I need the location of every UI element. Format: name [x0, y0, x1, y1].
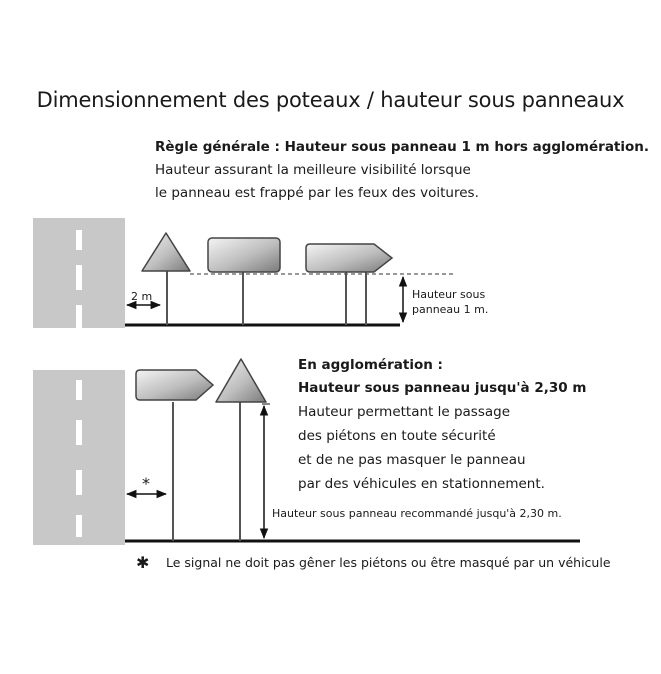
agglo-line-4: par des véhicules en stationnement.: [298, 476, 545, 492]
agglo-heading-2: Hauteur sous panneau jusqu'à 2,30 m: [298, 380, 587, 396]
page-title: Dimensionnement des poteaux / hauteur sous panneaux: [36, 88, 625, 112]
general-rule-line-2: le panneau est frappé par les feux des voitures.: [155, 185, 479, 201]
general-rule-heading: Règle générale : Hauteur sous panneau 1 m hors agglomération.: [155, 139, 650, 155]
top-road: [33, 218, 125, 328]
bottom-warning-triangle-sign-icon: [216, 359, 266, 402]
top-offset-label: 2 m: [131, 290, 153, 303]
agglo-line-2: des piétons en toute sécurité: [298, 428, 496, 444]
footnote-text: Le signal ne doit pas gêner les piétons ou être masqué par un véhicule: [166, 555, 611, 570]
bottom-road: [33, 370, 125, 545]
bottom-height-label: Hauteur sous panneau recommandé jusqu'à 2,30 m.: [272, 507, 562, 520]
rectangular-sign-icon: [208, 238, 280, 272]
warning-triangle-sign-icon: [142, 233, 190, 271]
top-height-label-2: panneau 1 m.: [412, 303, 489, 316]
footnote-symbol: ✱: [136, 553, 150, 572]
bottom-direction-sign-icon: [136, 370, 213, 400]
agglo-line-1: Hauteur permettant le passage: [298, 404, 511, 420]
bottom-offset-asterisk: *: [142, 474, 150, 493]
direction-arrow-sign-icon: [306, 244, 392, 272]
top-height-label-1: Hauteur sous: [412, 288, 486, 301]
agglo-heading-1: En agglomération :: [298, 357, 443, 373]
general-rule-line-1: Hauteur assurant la meilleure visibilité lorsque: [155, 162, 471, 178]
agglo-line-3: et de ne pas masquer le panneau: [298, 452, 526, 468]
